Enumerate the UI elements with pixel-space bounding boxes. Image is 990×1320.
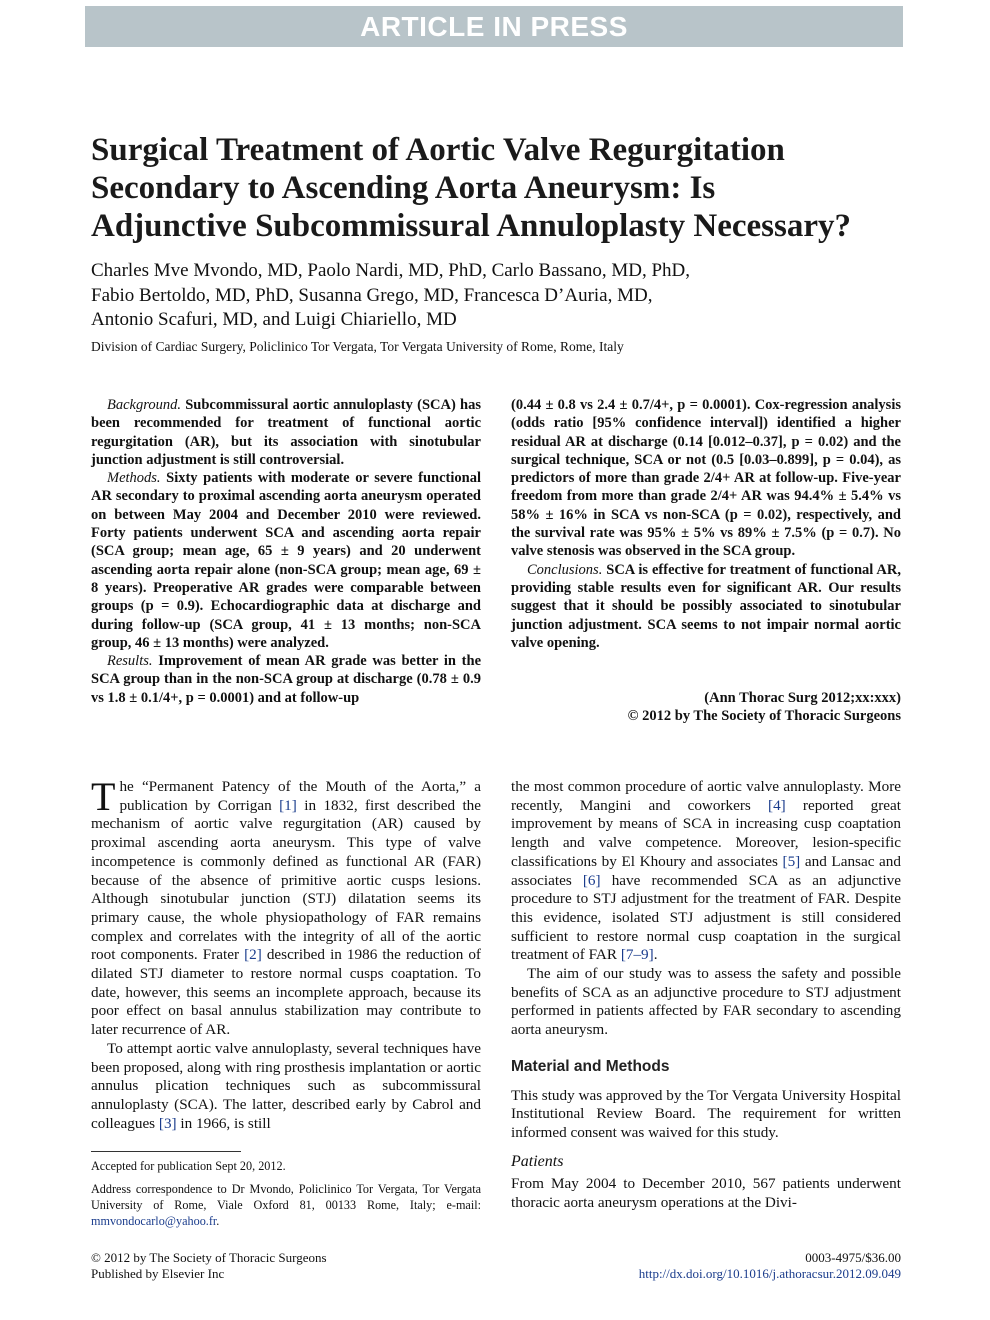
body-text: . — [653, 946, 658, 964]
footer-issn: 0003-4975/$36.00 — [805, 1250, 901, 1265]
address-end: . — [216, 1214, 220, 1228]
footer-publisher: Published by Elsevier Inc — [91, 1266, 225, 1281]
section-heading: Material and Methods — [511, 1057, 670, 1075]
reference-link[interactable]: [7–9] — [620, 946, 654, 964]
reference-link[interactable]: [6] — [582, 871, 601, 889]
abstract-copyright: © 2012 by The Society of Thoracic Surgeons — [627, 708, 901, 725]
reference-link[interactable]: [3] — [158, 1114, 177, 1132]
body-paragraph: The aim of our study was to assess the safety and possible benefits of SCA as an adjunctive procedure to STJ adjustment performed in patients affected by FAR secondary to ascending aorta aneurysm. — [511, 965, 901, 1039]
abstract-left-column — [91, 396, 481, 707]
body-text: have recommended SCA as an adjunctive procedure to STJ adjustment for the treatment of FAR. Despite this evidence, isolated STJ adjustment is still considered sufficient to restore normal cusp coaptation in the surgical treatment of FAR — [511, 871, 901, 964]
abstract-results — [91, 652, 481, 707]
reference-link[interactable]: [1] — [279, 796, 297, 814]
abstract-text: Sixty patients with moderate or severe functional AR secondary to proximal ascending aorta aneurysm operated on between May 2004 and December 2010 were reviewed. Forty patients underwent SCA and ascending aorta repair (SCA group; mean age, 65 ± 9 years) and 20 underwent ascending aorta repair alone (non-SCA group; mean age, 69 ± 8 years). Preoperative AR grades were comparable between groups (p = 0.9). Echocardiographic data at discharge and during follow-up (SCA group, 41 ± 13 months; non-SCA group, 46 ± 13 months) were analyzed. — [91, 470, 481, 651]
abstract-label: Methods. — [107, 470, 161, 487]
footer-left — [91, 1250, 327, 1282]
footer-right — [560, 1250, 901, 1282]
abstract-text: Subcommissural aortic annuloplasty (SCA) has been recommended for treatment of functional aortic regurgitation (AR), but its association with sinotubular junction adjustment is still controversial. — [91, 397, 482, 468]
journal-citation — [511, 689, 901, 726]
abstract-text: SCA is effective for treatment of functional AR, providing stable results even for significant AR. Our results suggest that it should be possibly associated to sinotubular junction adjustment. SCA seems to not impair normal aortic valve opening. — [511, 561, 901, 651]
body-left-column — [91, 774, 481, 1133]
abstract-text: (0.44 ± 0.8 vs 2.4 ± 0.7/4+, p = 0.0001). Cox-regression analysis (odds ratio [95% confidence interval]) identified a higher residual AR at discharge (0.14 [0.012–0.37], p = 0.02) and the surgical technique, SCA or not (0.5 [0.03–0.899], p = 0.04), as predictors of more than grade 2/4+ AR at follow-up. Five-year freedom from more than grade 2/4+ AR was 94.4% ± 5.4% vs 58% ± 16% in SCA vs non-SCA (p = 0.02), respectively, and the survival rate was 95% ± 5% vs 89% ± 7.5% (p = 0.7). No valve stenosis was observed in the SCA group. — [511, 397, 901, 560]
body-text: he “Permanent Patency of the Mouth of the Aorta,” a publication by Corrigan — [119, 778, 481, 814]
reference-link[interactable]: [5] — [782, 852, 801, 870]
address-text: Address correspondence to Dr Mvondo, Policlinico Tor Vergata, Tor Vergata University of Rome, Viale Oxford 81, 00133 Rome, Italy; e-mail: — [91, 1182, 481, 1212]
body-paragraph — [91, 774, 481, 1040]
author-line: Charles Mve Mvondo, MD, Paolo Nardi, MD, PhD, Carlo Bassano, MD, PhD, — [91, 260, 691, 281]
journal-reference: (Ann Thorac Surg 2012;xx:xxx) — [704, 690, 901, 706]
abstract-right-column — [511, 396, 901, 652]
email-link[interactable]: mmvondocarlo@yahoo.fr — [91, 1214, 217, 1228]
author-line: Antonio Scafuri, MD, and Luigi Chiariello, MD — [91, 309, 457, 330]
title-line: Secondary to Ascending Aorta Aneurysm: Is — [91, 170, 716, 206]
reference-link[interactable]: [2] — [244, 946, 262, 964]
body-text: To attempt aortic valve annuloplasty, several techniques have been proposed, along with ring prosthesis implantation or aortic annulus plication techniques such as subcommissural annuloplasty (SCA). The latter, described early by Cabrol and colleagues — [91, 1039, 481, 1132]
doi-link[interactable]: http://dx.doi.org/10.1016/j.athoracsur.2012.09.049 — [638, 1266, 901, 1281]
abstract-text: Improvement of mean AR grade was better in the SCA group than in the non-SCA group at discharge (0.78 ± 0.9 vs 1.8 ± 0.1/4+, p = 0.0001) and at follow-up — [91, 653, 482, 706]
body-right-column — [511, 778, 901, 1213]
subsection-heading: Patients — [511, 1152, 564, 1170]
body-paragraph: This study was approved by the Tor Vergata University Hospital Institutional Review Board. The requirement for written informed consent was waived for this study. — [511, 1086, 901, 1141]
body-text: reported great improvement by means of SCA in increasing cusp coaptation length and valve competence. Moreover, lesion-specific classifications by El Khoury and associates — [511, 796, 902, 870]
abstract-label: Conclusions. — [527, 561, 603, 578]
author-line: Fabio Bertoldo, MD, PhD, Susanna Grego, MD, Francesca D’Auria, MD, — [91, 284, 653, 306]
body-text: and Lansac and associates — [511, 852, 901, 889]
title-line: Adjunctive Subcommissural Annuloplasty Necessary? — [91, 208, 851, 244]
body-text: in 1966, is still — [176, 1114, 271, 1132]
abstract-results-continued — [511, 396, 901, 561]
body-text: in 1832, first described the mechanism of aortic valve regurgitation (AR) caused by proximal ascending aorta aneurysm. This type of valve incompetence is commonly defined as functional AR (FAR) because of the absence of primitive aortic cusps lesions. Although sinotubular junction (STJ) dilatation seems its primary cause, the whole physiopathology of FAR remains complex and correlates with the integrity of all of the aortic root components. Frater — [91, 796, 481, 964]
affiliation: Division of Cardiac Surgery, Policlinico Tor Vergata, Tor Vergata University of Rome, Rome, Italy — [91, 339, 624, 354]
title-line: Surgical Treatment of Aortic Valve Regurgitation — [91, 132, 785, 168]
author-list — [91, 259, 911, 333]
article-title — [91, 131, 911, 245]
abstract-methods — [91, 469, 481, 652]
drop-cap: T — [91, 774, 116, 819]
body-text: described in 1986 the reduction of dilated STJ diameter to restore normal cusps coaptation. To date, however, this seems an incomplete approach, because its poor effect on basal annulus stabilization may contribute to later recurrence of AR. — [91, 946, 481, 1039]
footnote-divider — [91, 1151, 241, 1152]
article-in-press-banner: ARTICLE IN PRESS — [85, 6, 903, 47]
abstract-background — [91, 396, 481, 469]
reference-link[interactable]: [4] — [768, 796, 786, 814]
accepted-footnote: Accepted for publication Sept 20, 2012. — [91, 1159, 286, 1173]
body-paragraph — [91, 1040, 481, 1134]
abstract-label: Background. — [107, 397, 181, 413]
abstract-conclusions — [511, 561, 901, 652]
abstract-label: Results. — [107, 653, 153, 670]
correspondence-footnote — [91, 1181, 481, 1229]
body-paragraph — [511, 778, 901, 965]
footer-copyright: © 2012 by The Society of Thoracic Surgeons — [91, 1250, 327, 1265]
body-text: the most common procedure of aortic valve annuloplasty. More recently, Mangini and coworkers — [511, 778, 901, 814]
body-paragraph: From May 2004 to December 2010, 567 patients underwent thoracic aorta aneurysm operations at the Divi- — [511, 1175, 901, 1212]
